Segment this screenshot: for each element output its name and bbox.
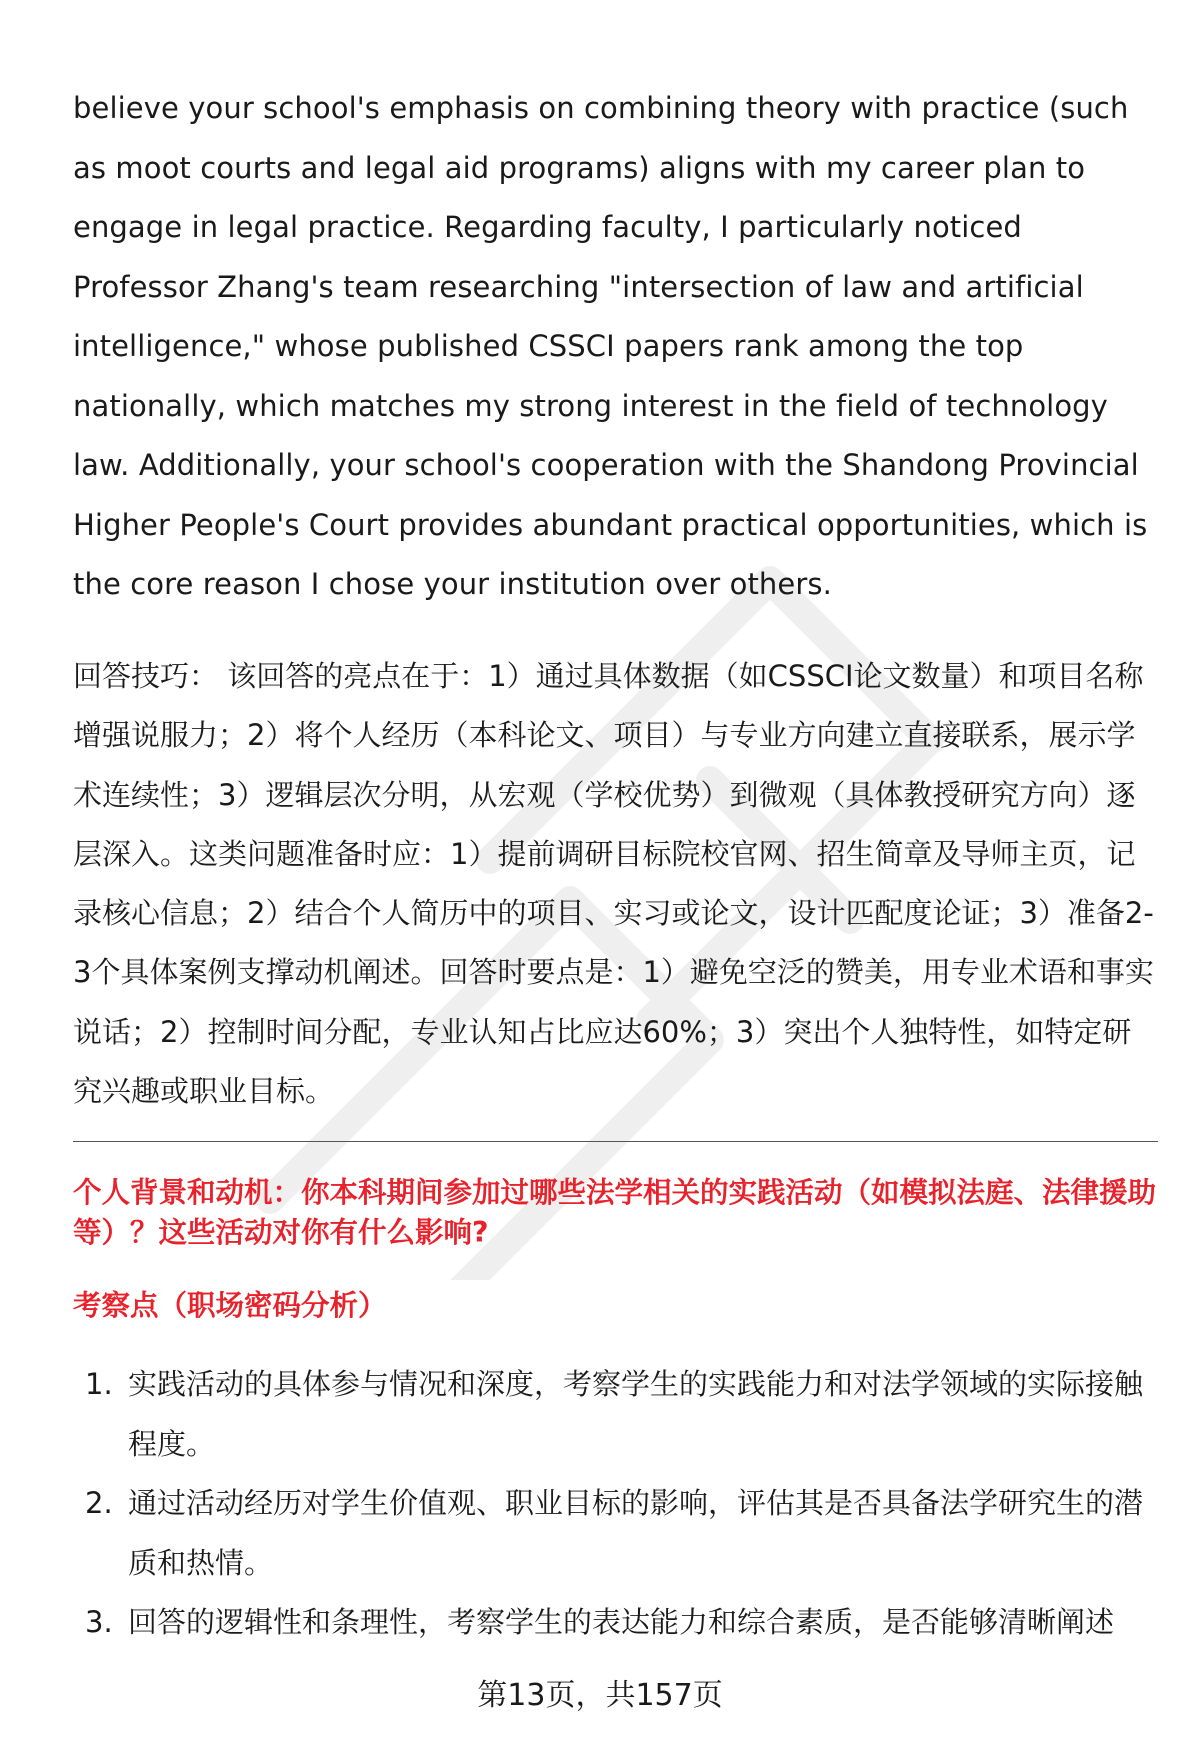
assessment-subheading: 考察点（职场密码分析） <box>73 1289 387 1322</box>
page-number-footer: 第13页，共157页 <box>477 1678 723 1713</box>
list-item-number: 1. <box>85 1367 113 1401</box>
answer-tips-paragraph: 回答技巧： 该回答的亮点在于：1）通过具体数据（如CSSCI论文数量）和项目名称增强说服力；2）将个人经历（本科论文、项目）与专业方向建立直接联系，展示学术连续性；3）逻辑层次分明，从宏观（学校优势）到微观（具体教授研究方向）逐层深入。这类问题准备时应：1）提前调研目标院校官网、招生简章及导师主页，记录核心信息；2）结合个人简历中的项目、实习或论文，设计匹配度论证；3）准备2-3个具体案例支撑动机阐述。回答时要点是：1）避免空泛的赞美，用专业术语和事实说话；2）控制时间分配，专业认知占比应达60%；3）突出个人独特性，如特定研究兴趣或职业目标。 <box>73 659 1154 1109</box>
english-answer-paragraph: believe your school's emphasis on combining theory with practice (such as moot courts and legal aid programs) aligns with my career plan to engage in legal practice. Regarding faculty, I particularly noticed Professor Zhang's team researching "intersection of law and artificial intelligence," whose published CSSCI papers rank among the top nationally, which matches my strong interest in the field of technology law. Additionally, your school's cooperation with the Shandong Provincial Higher People's Court provides abundant practical opportunities, which is the core reason I chose your institution over others. <box>73 91 1148 601</box>
list-item <box>73 1355 1158 1474</box>
section-divider <box>73 1141 1158 1142</box>
list-item-text: 实践活动的具体参与情况和深度，考察学生的实践能力和对法学领域的实际接触程度。 <box>128 1367 1144 1461</box>
list-item-text: 回答的逻辑性和条理性，考察学生的表达能力和综合素质，是否能够清晰阐述 <box>128 1605 1115 1639</box>
list-item <box>73 1474 1158 1593</box>
list-item <box>73 1593 1158 1653</box>
question-heading: 个人背景和动机：你本科期间参加过哪些法学相关的实践活动（如模拟法庭、法律援助等）？这些活动对你有什么影响? <box>73 1176 1157 1249</box>
list-item-number: 2. <box>85 1486 113 1520</box>
assessment-points-list <box>73 1355 1158 1653</box>
list-item-text: 通过活动经历对学生价值观、职业目标的影响，评估其是否具备法学研究生的潜质和热情。 <box>128 1486 1144 1580</box>
list-item-number: 3. <box>85 1605 113 1639</box>
